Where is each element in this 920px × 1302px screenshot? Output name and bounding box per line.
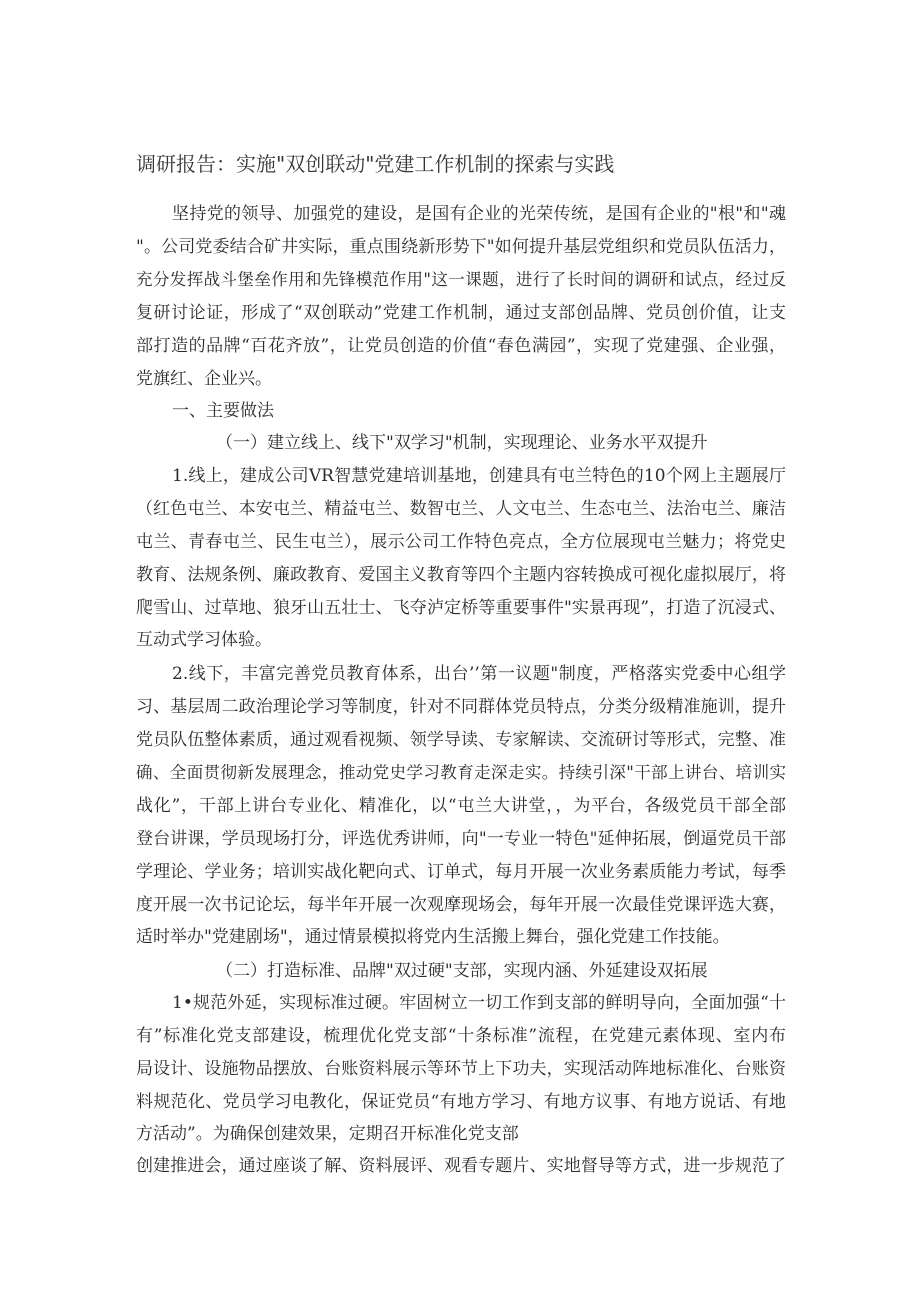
paragraph-line: 教育、法规条例、廉政教育、爱国主义教育等四个主题内容转换成可视化虚拟展厅，将 [136, 565, 786, 585]
paragraph-line: 互动式学习体验。 [136, 630, 272, 650]
paragraph-line: "。公司党委结合矿井实际，重点围绕新形势下"如何提升基层党组织和党员队伍活力， [136, 237, 786, 257]
paragraph-line: 党旗红、企业兴。 [136, 369, 272, 389]
paragraph-line: （红色屯兰、本安屯兰、精益屯兰、数智屯兰、人文屯兰、生态屯兰、法治屯兰、廉洁 [136, 499, 786, 519]
paragraph-line: 党员队伍整体素质，通过观看视频、领学导读、专家解读、交流研讨等形式，完整、准 [136, 730, 786, 750]
paragraph-line: 有”标准化党支部建设，梳理优化党支部“十条标准”流程，在党建元素体现、室内布 [136, 1026, 786, 1046]
subsection-heading: （二）打造标准、品牌"双过硬"支部，实现内涵、外延建设双拓展 [216, 961, 708, 981]
paragraph-line: 1•规范外延，实现标准过硬。牢固树立一切工作到支部的鲜明导向，全面加强“十 [172, 993, 786, 1013]
paragraph-line: 方活动”。为确保创建效果，定期召开标准化党支部 [136, 1124, 519, 1144]
paragraph-line: 登台讲课，学员现场打分，评选优秀讲师，向"一专业一特色"延伸拓展，倒逼党员干部 [136, 829, 786, 849]
paragraph-line: 战化”，干部上讲台专业化、精准化，以“屯兰大讲堂，，为平台，各级党员干部全部 [136, 796, 786, 816]
paragraph-line: 适时举办"党建剧场"，通过情景模拟将党内生活搬上舞台，强化党建工作技能。 [136, 927, 730, 947]
paragraph-line: 爬雪山、过草地、狼牙山五壮士、飞夺泸定桥等重要事件"实景再现”，打造了沉浸式、 [136, 598, 786, 618]
subsection-heading: （一）建立线上、线下"双学习"机制，实现理论、业务水平双提升 [216, 433, 708, 453]
paragraph-line: 屯兰、青春屯兰、民生屯兰），展示公司工作特色亮点，全方位展现屯兰魅力；将党史 [136, 532, 786, 552]
paragraph-line: 创建推进会，通过座谈了解、资料展评、观看专题片、实地督导等方式，进一步规范了 [136, 1156, 786, 1176]
paragraph-line: 习、基层周二政治理论学习等制度，针对不同群体党员特点，分类分级精准施训，提升 [136, 697, 786, 717]
paragraph-line: 部打造的品牌“百花齐放”，让党员创造的价值“春色满园”，实现了党建强、企业强， [136, 336, 786, 356]
paragraph-line: 复研讨论证，形成了“双创联动”党建工作机制，通过支部创品牌、党员创价值，让支 [136, 303, 786, 323]
paragraph-line: 学理论、学业务；培训实战化靶向式、订单式，每月开展一次业务素质能力考试，每季 [136, 862, 786, 882]
paragraph-line: 1.线上，建成公司VR智慧党建培训基地，创建具有屯兰特色的10个网上主题展厅 [172, 466, 786, 486]
paragraph-line: 确、全面贯彻新发展理念，推动党史学习教育走深走实。持续引深"干部上讲台、培训实 [136, 763, 786, 782]
paragraph-line: 度开展一次书记论坛，每半年开展一次观摩现场会，每年开展一次最佳党课评选大赛， [136, 895, 786, 915]
paragraph-line: 局设计、设施物品摆放、台账资料展示等环节上下功夫，实现活动阵地标准化、台账资 [136, 1059, 786, 1079]
paragraph-line: 料规范化、党员学习电教化，保证党员“有地方学习、有地方议事、有地方说话、有地 [136, 1092, 786, 1112]
page-title: 调研报告：实施"双创联动"党建工作机制的探索与实践 [136, 152, 615, 176]
paragraph-line: 充分发挥战斗堡垒作用和先锋模范作用"这一课题，进行了长时间的调研和试点，经过反 [136, 270, 786, 289]
section-heading: 一、主要做法 [172, 401, 274, 421]
paragraph-line: 2.线下，丰富完善党员教育体系，出台’’第一议题"制度，严格落实党委中心组学 [172, 664, 786, 684]
paragraph-line: 坚持党的领导、加强党的建设，是国有企业的光荣传统，是国有企业的"根"和"魂 [172, 204, 786, 224]
